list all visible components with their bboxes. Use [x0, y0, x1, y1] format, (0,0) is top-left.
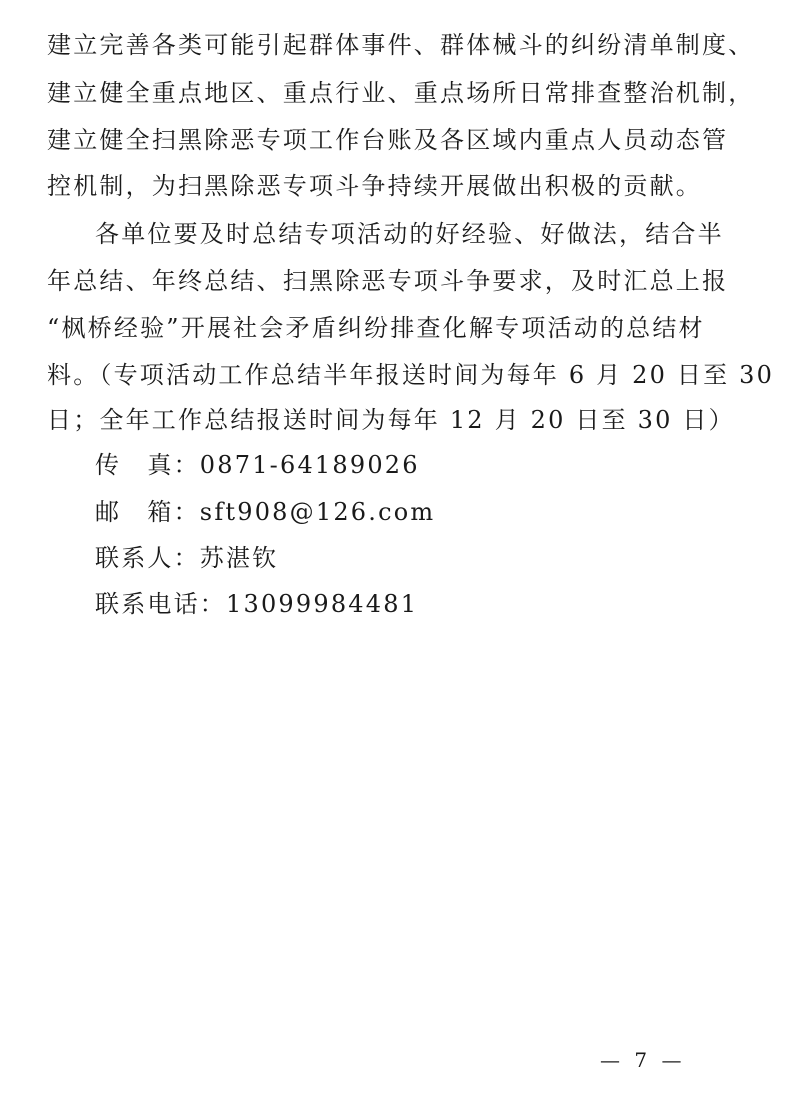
paragraph-2-line-3: “枫桥经验”开展社会矛盾纠纷排查化解专项活动的总结材	[47, 314, 705, 342]
contact-email: 邮 箱：sft908@126.com	[95, 498, 436, 526]
paragraph-1-line-2: 建立健全重点地区、重点行业、重点场所日常排查整治机制，	[47, 79, 755, 107]
page-number: — 7 —	[600, 1048, 686, 1072]
contact-phone: 联系电话：13099984481	[95, 590, 419, 618]
paragraph-1-line-1: 建立完善各类可能引起群体事件、群体械斗的纠纷清单制度、	[47, 31, 755, 59]
paragraph-2-line-5: 日；全年工作总结报送时间为每年 12 月 20 日至 30 日）	[47, 406, 735, 434]
paragraph-1-line-3: 建立健全扫黑除恶专项工作台账及各区域内重点人员动态管	[47, 126, 729, 154]
contact-person: 联系人：苏湛钦	[95, 544, 279, 572]
paragraph-2-line-4: 料。（专项活动工作总结半年报送时间为每年 6 月 20 日至 30	[47, 361, 775, 389]
contact-fax: 传 真：0871-64189026	[95, 451, 420, 479]
paragraph-2-line-2: 年总结、年终总结、扫黑除恶专项斗争要求，及时汇总上报	[47, 267, 729, 295]
paragraph-1-line-4: 控机制，为扫黑除恶专项斗争持续开展做出积极的贡献。	[47, 172, 702, 200]
paragraph-2-line-1: 各单位要及时总结专项活动的好经验、好做法，结合半	[95, 220, 724, 248]
